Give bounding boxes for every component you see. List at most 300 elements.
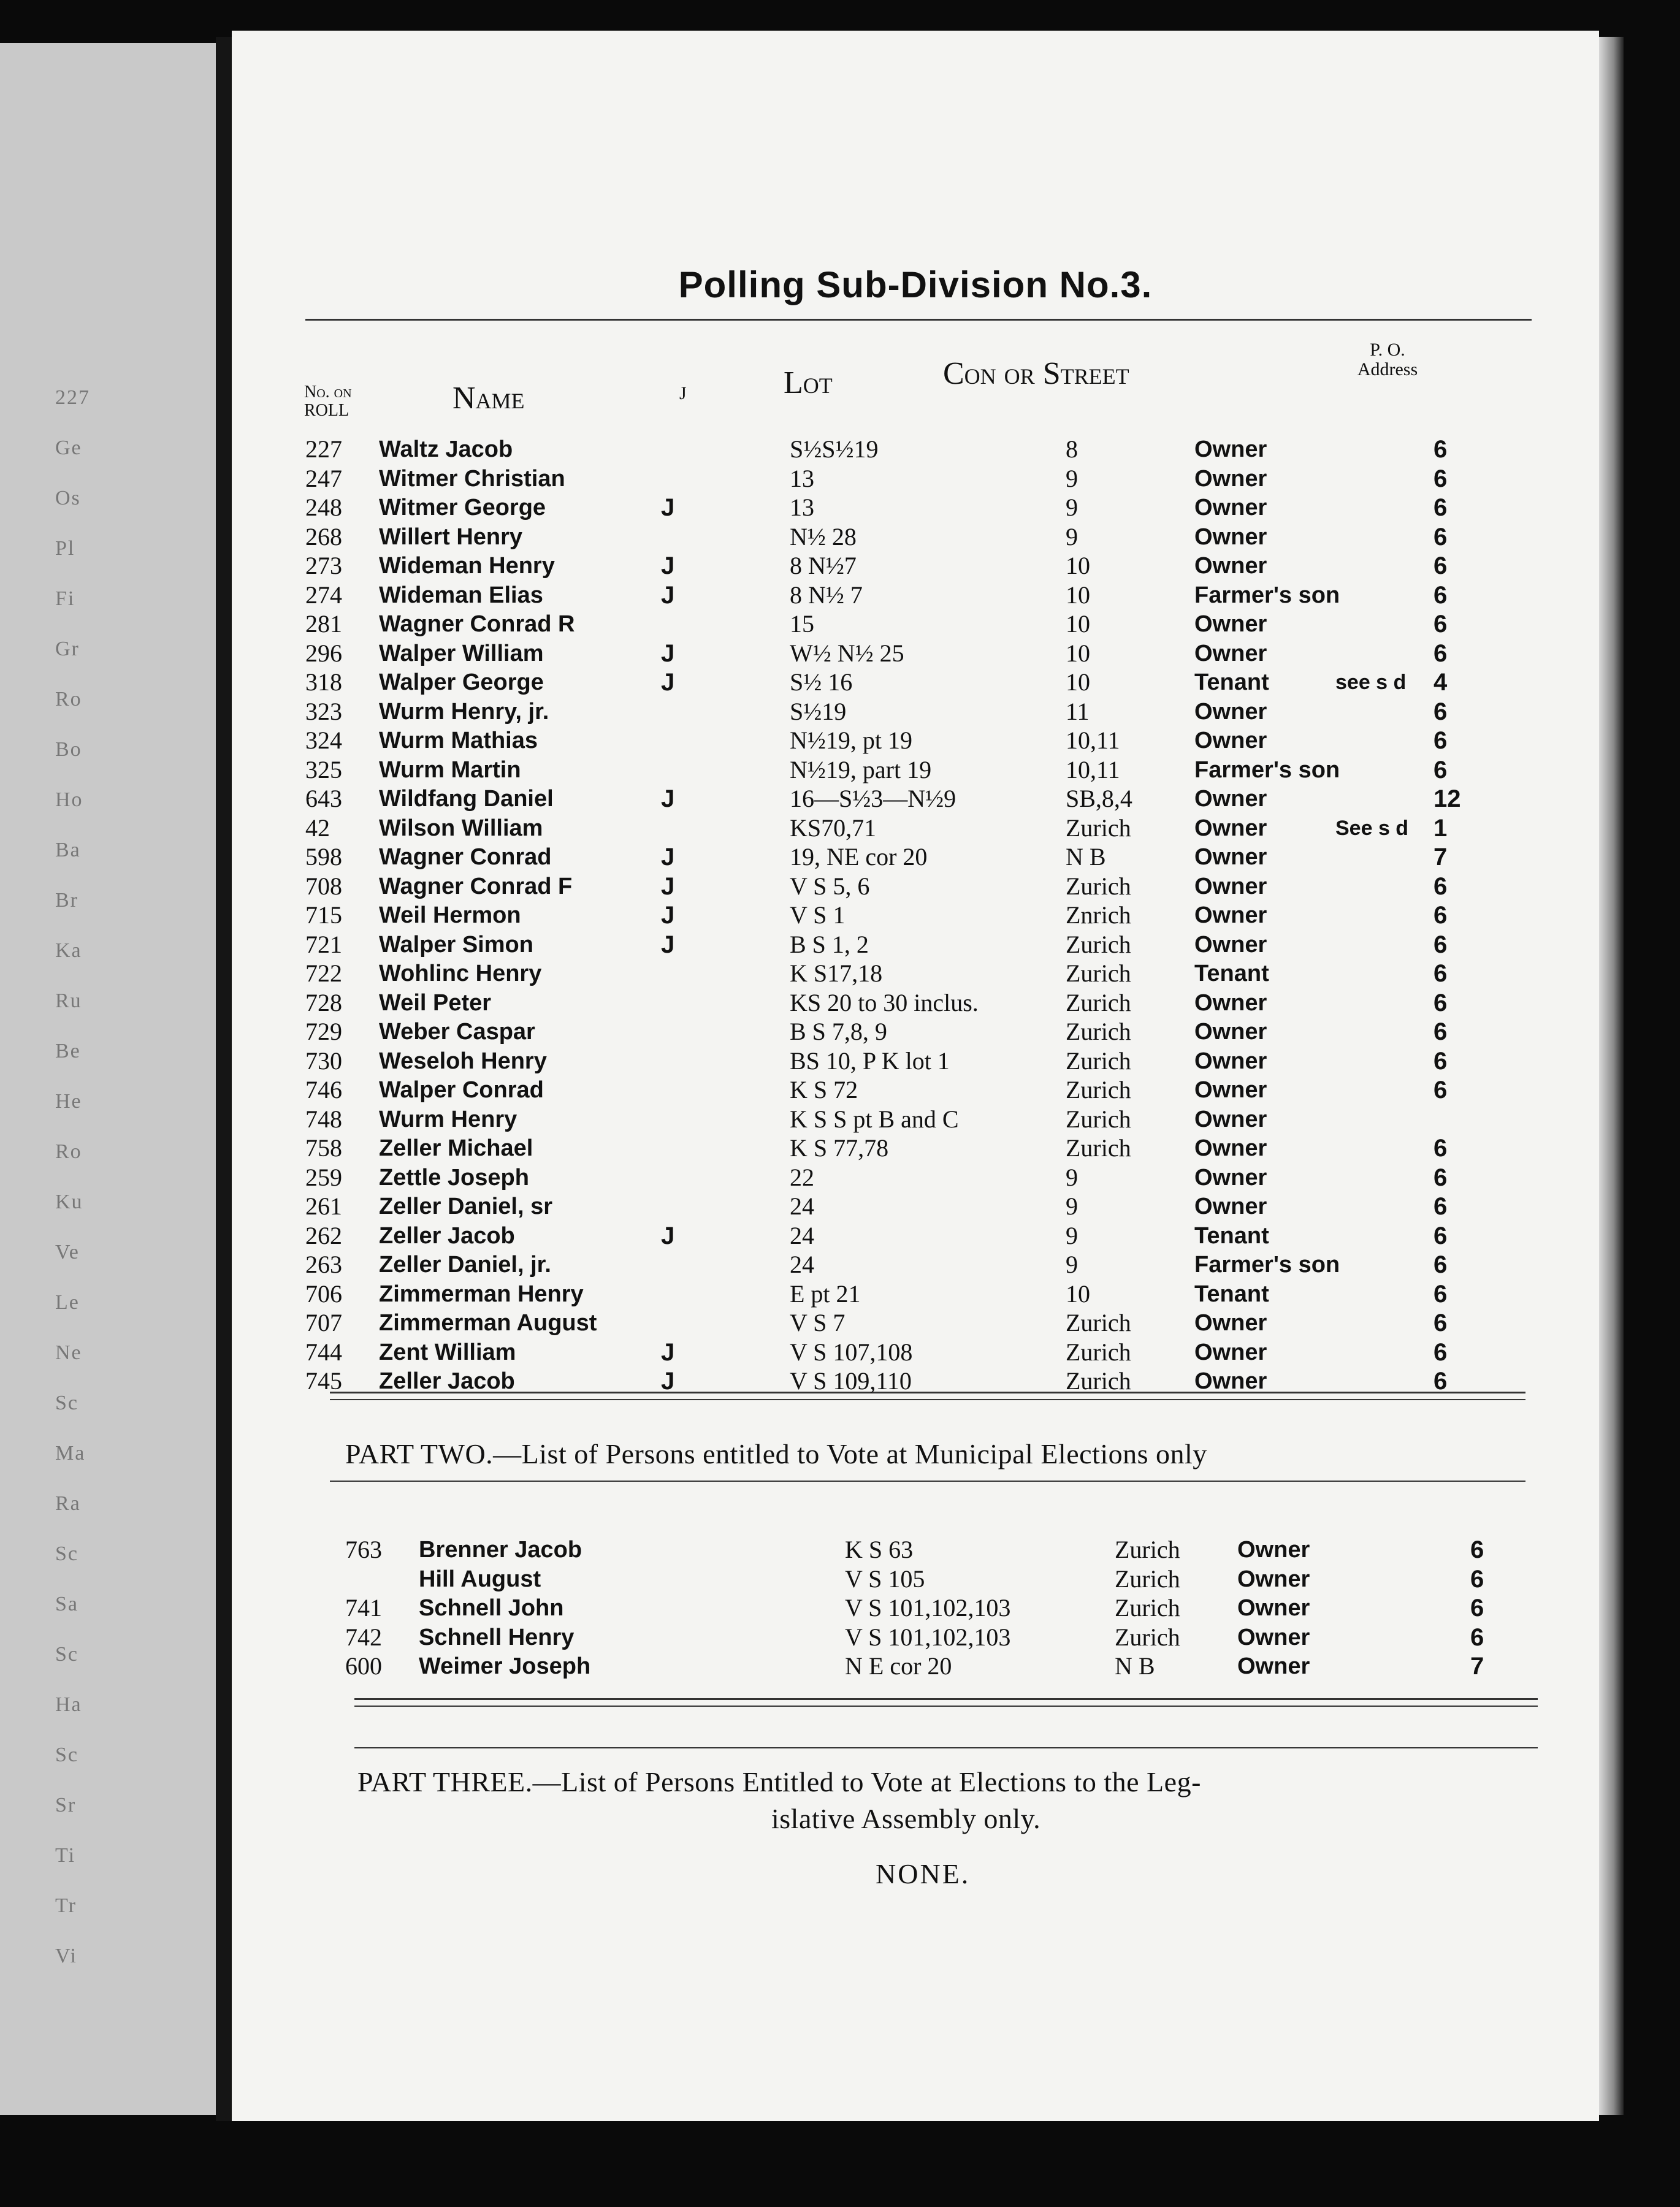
voter-row — [232, 1192, 1599, 1221]
roll-number: 600 — [345, 1652, 382, 1680]
po-address: 6 — [1434, 611, 1448, 638]
facing-page-text: Ha — [55, 1693, 82, 1716]
occupancy: Owner — [1194, 873, 1267, 899]
po-address: 6 — [1470, 1565, 1484, 1593]
concession-or-street: 8 — [1066, 435, 1078, 463]
facing-page-text: Sc — [55, 1542, 78, 1565]
occupancy: Owner — [1194, 553, 1267, 579]
concession-or-street: 10 — [1066, 639, 1090, 667]
lot: N E cor 20 — [845, 1652, 952, 1680]
facing-page-text: Sr — [55, 1794, 77, 1816]
occupancy: Owner — [1194, 698, 1267, 725]
po-address: 6 — [1434, 1309, 1448, 1336]
roll-number: 643 — [305, 785, 342, 812]
po-address: 6 — [1434, 1222, 1448, 1249]
facing-page-text: Ra — [55, 1492, 81, 1515]
concession-or-street: N B — [1066, 843, 1106, 871]
po-address: 1 — [1434, 814, 1448, 842]
voter-name: Wagner Conrad F — [379, 873, 573, 899]
note: See s d — [1335, 816, 1409, 840]
facing-page-text: Ba — [55, 839, 81, 861]
voter-name: Zeller Jacob — [379, 1222, 515, 1249]
roll-number: 268 — [305, 522, 342, 551]
concession-or-street: Zurich — [1115, 1565, 1180, 1593]
lot: 22 — [790, 1163, 814, 1191]
occupancy: Owner — [1194, 524, 1267, 550]
voter-name: Zimmerman August — [379, 1310, 597, 1336]
facing-page-text: Ro — [55, 1140, 82, 1163]
header-roll: No. on ROLL — [304, 383, 352, 420]
concession-or-street: 9 — [1066, 1192, 1078, 1220]
part-two-heading-rule — [330, 1481, 1525, 1482]
voter-name: Wurm Henry, jr. — [379, 698, 549, 725]
voter-name: Zeller Daniel, sr — [379, 1194, 553, 1219]
roll-number: 741 — [345, 1594, 382, 1622]
voter-row — [232, 726, 1599, 755]
concession-or-street: 9 — [1066, 522, 1078, 551]
po-address: 6 — [1434, 1368, 1448, 1395]
header-name: Name — [452, 381, 525, 416]
voter-row — [232, 1076, 1599, 1104]
juror-mark: J — [661, 872, 675, 900]
facing-page-text: Pl — [55, 537, 75, 560]
lot: W½ N½ 25 — [790, 639, 904, 667]
occupancy: Owner — [1194, 989, 1267, 1016]
occupancy: Owner — [1237, 1653, 1310, 1679]
voter-row — [232, 668, 1599, 696]
roll-number: 715 — [305, 901, 342, 929]
roll-number: 745 — [305, 1367, 342, 1395]
juror-mark: J — [661, 669, 675, 696]
voter-name: Witmer Christian — [379, 465, 565, 492]
facing-page-text: Tr — [55, 1894, 77, 1917]
po-address: 6 — [1434, 436, 1448, 463]
header-con: Con or Street — [943, 356, 1129, 391]
roll-number: 261 — [305, 1192, 342, 1220]
voter-name: Wildfang Daniel — [379, 786, 554, 812]
concession-or-street: Zurich — [1066, 1076, 1131, 1104]
voter-row — [232, 1047, 1599, 1075]
juror-mark: J — [661, 494, 675, 521]
occupancy: Owner — [1194, 728, 1267, 753]
occupancy: Owner — [1194, 436, 1267, 462]
lot: V S 107,108 — [790, 1338, 913, 1366]
concession-or-street: 10 — [1066, 610, 1090, 638]
occupancy: Owner — [1194, 1048, 1267, 1074]
occupancy: Owner — [1194, 786, 1267, 812]
voter-row — [232, 901, 1599, 929]
concession-or-street: 10 — [1066, 552, 1090, 579]
note: see s d — [1335, 671, 1407, 694]
header-po: P. O. Address — [1357, 340, 1418, 379]
lot: B S 7,8, 9 — [790, 1018, 887, 1045]
concession-or-street: Zurich — [1066, 814, 1131, 842]
juror-mark: J — [661, 1368, 675, 1395]
occupancy: Owner — [1194, 640, 1267, 666]
concession-or-street: 9 — [1066, 1251, 1078, 1278]
header-lot: Lot — [784, 365, 833, 400]
concession-or-street: N B — [1115, 1652, 1155, 1680]
po-address: 6 — [1434, 552, 1448, 579]
concession-or-street: 9 — [1066, 1163, 1078, 1191]
roll-number: 722 — [305, 959, 342, 987]
roll-number: 274 — [305, 581, 342, 609]
voter-name: Wideman Elias — [379, 582, 543, 608]
occupancy: Owner — [1237, 1595, 1310, 1621]
voter-name: Zeller Michael — [379, 1135, 533, 1161]
voter-row — [232, 1280, 1599, 1308]
voter-row — [232, 959, 1599, 988]
occupancy: Owner — [1194, 844, 1267, 870]
po-address: 6 — [1470, 1623, 1484, 1651]
lot: S½ 16 — [790, 668, 853, 696]
concession-or-street: Znrich — [1066, 901, 1131, 929]
po-address: 6 — [1434, 872, 1448, 900]
concession-or-street: Zurich — [1066, 1367, 1131, 1395]
part-three-heading-line2: islative Assembly only. — [771, 1803, 1041, 1834]
voter-row — [232, 1251, 1599, 1279]
roll-number: 259 — [305, 1163, 342, 1191]
po-address: 6 — [1434, 465, 1448, 492]
juror-mark: J — [661, 1338, 675, 1366]
concession-or-street: Zurich — [1066, 1018, 1131, 1045]
roll-number: 273 — [305, 552, 342, 579]
facing-page-text: Sc — [55, 1643, 78, 1666]
book-gutter — [216, 37, 232, 2121]
concession-or-street: Zurich — [1066, 1309, 1131, 1336]
concession-or-street: 10 — [1066, 668, 1090, 696]
concession-or-street: Zurich — [1066, 872, 1131, 900]
municipal-voter-row — [232, 1536, 1599, 1564]
title-rule — [305, 319, 1532, 321]
lot: KS 20 to 30 inclus. — [790, 988, 979, 1016]
roll-number: 706 — [305, 1279, 342, 1308]
roll-number: 323 — [305, 697, 342, 725]
voter-row — [232, 1134, 1599, 1162]
po-address: 6 — [1434, 1018, 1448, 1045]
concession-or-street: 10 — [1066, 1279, 1090, 1308]
voter-row — [232, 435, 1599, 463]
lot: V S 105 — [845, 1565, 925, 1593]
roll-number: 281 — [305, 610, 342, 638]
lot: S½S½19 — [790, 435, 879, 463]
voter-row — [232, 698, 1599, 726]
voter-name: Willert Henry — [379, 524, 523, 550]
part-three-top-rule-2 — [354, 1706, 1538, 1707]
po-address: 6 — [1434, 1251, 1448, 1278]
document-page — [232, 31, 1599, 2121]
municipal-voter-row — [232, 1594, 1599, 1622]
occupancy: Owner — [1237, 1566, 1310, 1592]
occupancy: Tenant — [1194, 961, 1269, 986]
voter-name: Wurm Henry — [379, 1106, 517, 1132]
facing-page-text: 227 — [55, 386, 90, 409]
lot: K S 63 — [845, 1536, 914, 1563]
occupancy: Owner — [1194, 495, 1267, 520]
voter-row — [232, 931, 1599, 959]
roll-number: 746 — [305, 1076, 342, 1104]
po-address: 6 — [1434, 1135, 1448, 1162]
facing-page-text: Br — [55, 889, 78, 912]
voter-row — [232, 552, 1599, 580]
facing-page-text: Bo — [55, 738, 82, 761]
part-three-top-rule — [354, 1698, 1538, 1700]
voter-name: Zimmerman Henry — [379, 1281, 584, 1307]
occupancy: Owner — [1194, 902, 1267, 928]
voter-row — [232, 1164, 1599, 1192]
po-address: 6 — [1434, 1047, 1448, 1075]
roll-number: 598 — [305, 843, 342, 871]
voter-name: Zent William — [379, 1339, 516, 1365]
occupancy: Owner — [1237, 1624, 1310, 1650]
occupancy: Owner — [1194, 1164, 1267, 1191]
juror-mark: J — [661, 844, 675, 871]
roll-number: 296 — [305, 639, 342, 667]
roll-number: 730 — [305, 1046, 342, 1075]
part-three-rule — [354, 1747, 1538, 1748]
voter-row — [232, 872, 1599, 901]
voter-name: Weimer Joseph — [419, 1653, 591, 1679]
concession-or-street: 10,11 — [1066, 726, 1120, 754]
facing-page-text: Ru — [55, 989, 82, 1012]
concession-or-street: 9 — [1066, 494, 1078, 521]
po-address: 6 — [1434, 1193, 1448, 1220]
occupancy: Owner — [1194, 1019, 1267, 1045]
concession-or-street: 11 — [1066, 697, 1090, 725]
po-address: 6 — [1434, 902, 1448, 929]
roll-number: 758 — [305, 1134, 342, 1162]
roll-number: 748 — [305, 1105, 342, 1133]
voter-row — [232, 581, 1599, 609]
occupancy: Owner — [1194, 1194, 1267, 1219]
lot: 19, NE cor 20 — [790, 843, 928, 871]
part-three-none: NONE. — [876, 1858, 971, 1889]
facing-page-text: Gr — [55, 638, 80, 660]
lot: V S 101,102,103 — [845, 1594, 1011, 1622]
po-address: 6 — [1470, 1595, 1484, 1622]
juror-mark: J — [661, 639, 675, 667]
lot: 16—S½3—N½9 — [790, 785, 956, 812]
voter-row — [232, 814, 1599, 842]
juror-mark: J — [661, 931, 675, 958]
occupancy: Owner — [1237, 1537, 1310, 1563]
voter-row — [232, 843, 1599, 871]
voter-row — [232, 989, 1599, 1017]
lot: V S 5, 6 — [790, 872, 870, 900]
lot: B S 1, 2 — [790, 930, 869, 958]
previous-page-edge — [0, 43, 216, 2115]
roll-number: 325 — [305, 755, 342, 783]
occupancy: Tenant — [1194, 1281, 1269, 1307]
concession-or-street: Zurich — [1066, 930, 1131, 958]
voter-row — [232, 1309, 1599, 1337]
facing-page-text: Ve — [55, 1241, 80, 1264]
page-title: Polling Sub-Division No.3. — [678, 264, 1153, 305]
concession-or-street: SB,8,4 — [1066, 785, 1132, 812]
facing-page-text: Sc — [55, 1744, 78, 1766]
facing-page-text: Sa — [55, 1593, 78, 1615]
voter-row — [232, 1018, 1599, 1046]
concession-or-street: Zurich — [1066, 1105, 1131, 1133]
part-three-heading-line1: PART THREE.—List of Persons Entitled to Vote at Elections to the Leg- — [357, 1766, 1201, 1797]
lot: V S 7 — [790, 1309, 846, 1336]
lot: V S 1 — [790, 901, 846, 929]
po-address: 6 — [1434, 960, 1448, 987]
occupancy: Owner — [1194, 611, 1267, 637]
po-address: 6 — [1434, 727, 1448, 754]
voter-name: Weil Hermon — [379, 902, 521, 928]
lot: N½19, part 19 — [790, 755, 932, 783]
voter-name: Wagner Conrad — [379, 844, 552, 870]
lot: K S 77,78 — [790, 1134, 889, 1162]
lot: 8 N½7 — [790, 552, 857, 579]
roll-number: 262 — [305, 1221, 342, 1249]
lot: 13 — [790, 464, 814, 492]
roll-number: 248 — [305, 494, 342, 521]
voter-name: Weber Caspar — [379, 1019, 535, 1045]
lot: 15 — [790, 610, 814, 638]
po-address: 4 — [1434, 669, 1448, 696]
po-address: 12 — [1434, 785, 1461, 812]
voter-name: Zettle Joseph — [379, 1164, 529, 1191]
voter-name: Zeller Jacob — [379, 1368, 515, 1394]
lot: E pt 21 — [790, 1279, 861, 1308]
lot: S½19 — [790, 697, 847, 725]
po-address: 6 — [1434, 756, 1448, 783]
facing-page-text: Ne — [55, 1341, 82, 1364]
po-address: 6 — [1434, 494, 1448, 521]
lot: KS70,71 — [790, 814, 877, 842]
roll-number: 324 — [305, 726, 342, 754]
po-address: 6 — [1434, 989, 1448, 1016]
roll-number: 263 — [305, 1251, 342, 1278]
roll-number: 729 — [305, 1018, 342, 1045]
po-address: 7 — [1470, 1653, 1484, 1680]
occupancy: Owner — [1194, 1339, 1267, 1365]
lot: V S 109,110 — [790, 1367, 912, 1395]
voter-name: Weil Peter — [379, 989, 492, 1016]
concession-or-street: Zurich — [1066, 1338, 1131, 1366]
lot: 24 — [790, 1192, 814, 1220]
po-address: 6 — [1434, 1077, 1448, 1104]
concession-or-street: Zurich — [1066, 1134, 1131, 1162]
concession-or-street: Zurich — [1115, 1623, 1180, 1651]
voter-name: Wilson William — [379, 815, 543, 841]
occupancy: Owner — [1194, 1310, 1267, 1336]
concession-or-street: 10,11 — [1066, 755, 1120, 783]
voter-row — [232, 1222, 1599, 1250]
lot: BS 10, P K lot 1 — [790, 1046, 950, 1075]
voter-name: Weseloh Henry — [379, 1048, 547, 1074]
facing-page-text: Ka — [55, 939, 82, 962]
lot: K S17,18 — [790, 959, 883, 987]
roll-number: 744 — [305, 1338, 342, 1366]
occupancy: Owner — [1194, 1077, 1267, 1103]
lot: K S S pt B and C — [790, 1105, 959, 1133]
municipal-voter-row — [232, 1565, 1599, 1593]
occupancy: Owner — [1194, 1106, 1267, 1132]
voter-name: Hill August — [419, 1566, 541, 1592]
po-address: 6 — [1434, 639, 1448, 667]
voter-name: Wagner Conrad R — [379, 611, 575, 637]
occupancy: Owner — [1194, 1135, 1267, 1161]
roll-number: 763 — [345, 1536, 382, 1563]
concession-or-street: Zurich — [1115, 1536, 1180, 1563]
roll-number: 247 — [305, 464, 342, 492]
lot: N½19, pt 19 — [790, 726, 912, 754]
concession-or-street: Zurich — [1066, 959, 1131, 987]
municipal-voter-row — [232, 1623, 1599, 1652]
po-address: 6 — [1434, 698, 1448, 725]
voter-name: Walper Conrad — [379, 1077, 544, 1103]
lot: 13 — [790, 494, 814, 521]
juror-mark: J — [661, 552, 675, 579]
juror-mark: J — [661, 902, 675, 929]
voter-name: Walper George — [379, 669, 544, 695]
lot: V S 101,102,103 — [845, 1623, 1011, 1651]
roll-number: 728 — [305, 988, 342, 1016]
occupancy: Owner — [1194, 465, 1267, 492]
facing-page-text: Ku — [55, 1191, 83, 1213]
facing-page-text: Ho — [55, 788, 83, 811]
roll-number: 42 — [305, 814, 330, 842]
voter-row — [232, 523, 1599, 551]
lot: N½ 28 — [790, 522, 857, 551]
voter-name: Walper William — [379, 640, 544, 666]
voter-row — [232, 639, 1599, 668]
juror-mark: J — [661, 785, 675, 812]
juror-mark: J — [661, 1222, 675, 1249]
occupancy: Farmer's son — [1194, 757, 1340, 783]
voter-name: Wurm Mathias — [379, 728, 538, 753]
roll-number: 707 — [305, 1309, 342, 1336]
concession-or-street: 9 — [1066, 1221, 1078, 1249]
facing-page-text: He — [55, 1090, 82, 1113]
po-address: 7 — [1434, 844, 1448, 871]
voter-row — [232, 1105, 1599, 1134]
lot: 24 — [790, 1251, 814, 1278]
occupancy: Farmer's son — [1194, 582, 1340, 608]
voter-name: Waltz Jacob — [379, 436, 513, 462]
lot: K S 72 — [790, 1076, 858, 1104]
facing-page-text: Ge — [55, 436, 82, 459]
facing-page-text: Fi — [55, 587, 75, 610]
header-mark: J — [679, 383, 687, 403]
occupancy: Tenant — [1194, 1222, 1269, 1249]
facing-page-text: Vi — [55, 1945, 77, 1967]
voter-name: Witmer George — [379, 495, 546, 520]
page-edge — [1599, 37, 1624, 2115]
po-address: 6 — [1434, 523, 1448, 551]
roll-number: 318 — [305, 668, 342, 696]
po-address: 6 — [1434, 1164, 1448, 1191]
voter-name: Wideman Henry — [379, 553, 555, 579]
po-address: 6 — [1434, 581, 1448, 609]
occupancy: Owner — [1194, 815, 1267, 841]
roll-number: 721 — [305, 930, 342, 958]
voter-row — [232, 610, 1599, 638]
voter-row — [232, 494, 1599, 522]
voter-name: Schnell Henry — [419, 1624, 575, 1650]
facing-page-text: Os — [55, 487, 81, 509]
facing-page-text: Ma — [55, 1442, 86, 1465]
voter-name: Wohlinc Henry — [379, 961, 542, 986]
roll-number: 708 — [305, 872, 342, 900]
lot: 8 N½ 7 — [790, 581, 863, 609]
voter-name: Brenner Jacob — [419, 1537, 582, 1563]
concession-or-street: 9 — [1066, 464, 1078, 492]
occupancy: Owner — [1194, 1368, 1267, 1394]
